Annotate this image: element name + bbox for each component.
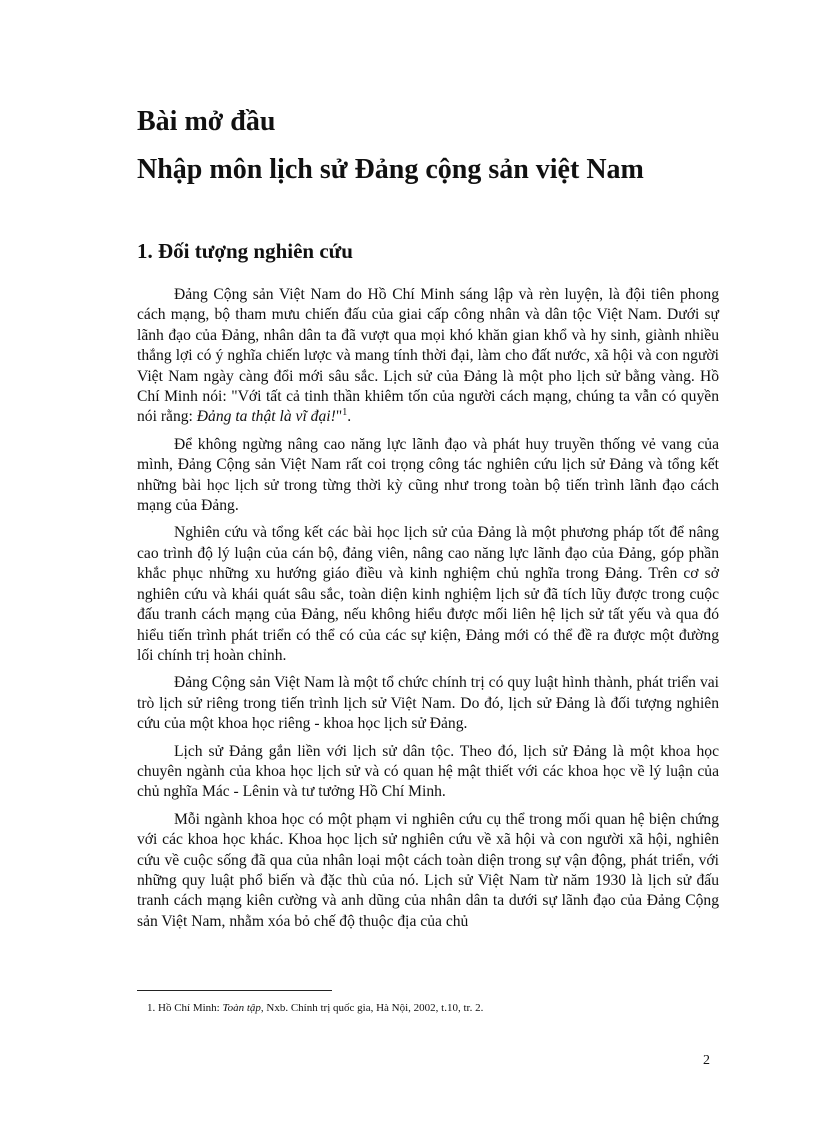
- page-heading-line2: Nhập môn lịch sử Đảng cộng sản việt Nam: [137, 154, 644, 185]
- closing-quote: ": [335, 408, 343, 426]
- italic-quote: Đảng ta thật là vĩ đại!: [196, 408, 336, 426]
- body-text: [137, 285, 719, 939]
- paragraph-6: Mỗi ngành khoa học có một phạm vi nghiên cứu cụ thể trong mối quan hệ biện chứng với các khoa học khác. Khoa học lịch sử nghiên cứu về xã hội và con người xã hội, nghiên cứu về cuộc sống đã qua của nhân loại một cách toàn diện trong sự vận động, phát triển, với những quy luật phổ biến và đặc thù của nó. Lịch sử Việt Nam từ năm 1930 là lịch sử đấu tranh cách mạng kiên cường và anh dũng của nhân dân ta dưới sự lãnh đạo của Đảng Cộng sản Việt Nam, nhằm xóa bỏ chế độ thuộc địa của chủ: [137, 810, 719, 930]
- footnote: [147, 1001, 483, 1015]
- footnote-author: Hồ Chí Minh:: [158, 1002, 220, 1014]
- footnote-work-title: Toàn tập: [222, 1002, 261, 1014]
- section-title: 1. Đối tượng nghiên cứu: [137, 239, 353, 263]
- paragraph-1-text: Đảng Cộng sản Việt Nam do Hồ Chí Minh sáng lập và rèn luyện, là đội tiên phong cách mạng, bộ tham mưu chiến đấu của giai cấp công nhân và dân tộc Việt Nam. Dưới sự lãnh đạo của Đảng, nhân dân ta đã vượt qua mọi khó khăn gian khổ và hy sinh, giành nhiều thắng lợi có ý nghĩa chiến lược và mang tính thời đại, làm cho đất nước, xã hội và con người Việt Nam ngày càng đổi mới sâu sắc. Lịch sử của Đảng là một pho lịch sử bằng vàng. Hồ Chí Minh nói: "Với tất cả tinh thần khiêm tốn của người cách mạng, chúng ta vẫn có quyền nói rằng:: [137, 286, 719, 426]
- paragraph-2: Để không ngừng nâng cao năng lực lãnh đạo và phát huy truyền thống vẻ vang của mình, Đảng Cộng sản Việt Nam rất coi trọng công tác nghiên cứu lịch sử Đảng và tổng kết những bài học lịch sử trong từng thời kỳ cũng như trong toàn bộ tiến trình lãnh đạo cách mạng của Đảng.: [137, 435, 719, 515]
- footnote-number: 1.: [147, 1002, 156, 1014]
- paragraph-1: [137, 285, 719, 428]
- paragraph-5: Lịch sử Đảng gắn liền với lịch sử dân tộc. Theo đó, lịch sử Đảng là một khoa học chuyên ngành của khoa học lịch sử và có quan hệ mật thiết với các khoa học về lý luận của chủ nghĩa Mác - Lênin và tư tưởng Hồ Chí Minh.: [137, 742, 719, 801]
- page-heading-line1: Bài mở đầu: [137, 106, 276, 137]
- paragraph-1-end: .: [347, 408, 352, 426]
- footnote-details: , Nxb. Chính trị quốc gia, Hà Nội, 2002, t.10, tr. 2.: [260, 1002, 484, 1014]
- footnote-ref[interactable]: 1: [342, 407, 348, 419]
- paragraph-4: Đảng Cộng sản Việt Nam là một tổ chức chính trị có quy luật hình thành, phát triển vai trò lịch sử riêng trong tiến trình lịch sử Việt Nam. Do đó, lịch sử Đảng là đối tượng nghiên cứu của một khoa học riêng - khoa học lịch sử Đảng.: [137, 674, 719, 733]
- paragraph-3: Nghiên cứu và tổng kết các bài học lịch sử của Đảng là một phương pháp tốt để nâng cao trình độ lý luận của cán bộ, đảng viên, nâng cao năng lực lãnh đạo của Đảng, góp phần khắc phục những xu hướng giáo điều và kinh nghiệm chủ nghĩa trong Đảng. Trên cơ sở nghiên cứu và khái quát sâu sắc, toàn diện kinh nghiệm lịch sử đã tích lũy được trong cuộc đấu tranh cách mạng của Đảng, nếu không hiểu được mối liên hệ lịch sử tất yếu và qua đó hiểu tiến trình phát triển có thể có của các sự kiện, Đảng mới có thể đề ra được một đường lối chính trị hoàn chỉnh.: [137, 524, 719, 664]
- footnote-divider: [137, 990, 332, 991]
- page-number: 2: [703, 1053, 710, 1068]
